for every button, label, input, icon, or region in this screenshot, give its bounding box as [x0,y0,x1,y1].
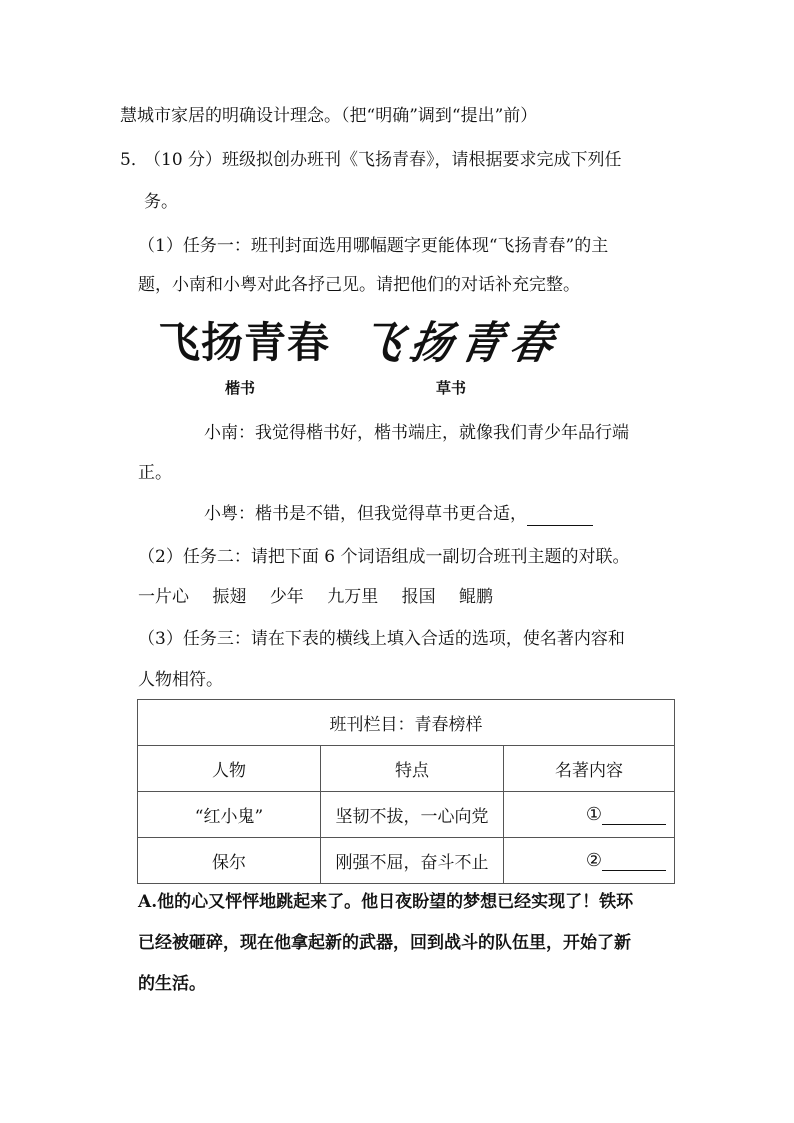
xiaoyue-line [204,502,593,526]
answer-blank[interactable] [527,505,593,526]
task-3-line-b: 人物相符。 [138,670,223,690]
word-item: 少年 [269,587,304,607]
word-item: 报国 [401,587,436,607]
table-row [138,792,675,838]
task-2-line: （2）任务二：请把下面 6 个词语组成一副切合班刊主题的对联。 [138,547,630,567]
books-table [137,699,675,884]
calligraphy-samples [158,310,566,370]
trait-cell: 坚韧不拔，一心向党 [321,792,504,838]
table-header-person: 人物 [138,746,321,792]
answer-blank[interactable] [602,852,666,871]
table-row [138,838,675,884]
caption-caoshu: 草书 [436,379,467,397]
xiaoyue-text: 小粤：楷书是不错，但我觉得草书更合适， [204,504,527,524]
task-3-line-a: （3）任务三：请在下表的横线上填入合适的选项，使名著内容和 [138,629,625,649]
table-header-content: 名著内容 [504,746,675,792]
table-title: 班刊栏目：青春榜样 [138,700,675,746]
word-item: 鲲鹏 [459,587,494,607]
word-item: 一片心 [138,587,189,607]
word-list [138,585,493,609]
line-1: 慧城市家居的明确设计理念。（把“明确”调到“提出”前） [120,106,538,126]
task-1-line-b: 题，小南和小粤对此各抒己见。请把他们的对话补充完整。 [138,275,580,295]
circled-number: ② [585,850,602,871]
caption-kaishu: 楷书 [225,379,256,397]
word-item: 振翅 [212,587,247,607]
answer-blank[interactable] [602,806,666,825]
question-5-text: （10 分）班级拟创办班刊《飞扬青春》，请根据要求完成下列任 [144,150,622,170]
xiaonan-line-b: 正。 [138,463,172,483]
calligraphy-caoshu: 飞扬青春 [356,316,566,369]
task-1-line-a: （1）任务一：班刊封面选用哪幅题字更能体现“飞扬青春”的主 [138,236,609,256]
option-a-line-1: A.他的心又怦怦地跳起来了。他日夜盼望的梦想已经实现了！铁环 [138,892,634,912]
word-item: 九万里 [327,587,379,607]
answer-cell [504,838,675,884]
circled-number: ① [585,804,602,825]
question-5-continuation: 务。 [144,192,178,212]
xiaonan-line-a: 小南：我觉得楷书好，楷书端庄，就像我们青少年品行端 [204,423,629,443]
table-header-trait: 特点 [321,746,504,792]
option-a-line-2: 已经被砸碎，现在他拿起新的武器，回到战斗的队伍里，开始了新 [138,933,631,953]
answer-cell [504,792,675,838]
person-cell: “红小鬼” [138,792,321,838]
question-5-number: 5． [120,150,148,170]
option-a-line-3: 的生活。 [138,974,206,994]
calligraphy-kaishu: 飞扬青春 [158,318,331,367]
trait-cell: 刚强不屈，奋斗不止 [321,838,504,884]
person-cell: 保尔 [138,838,321,884]
